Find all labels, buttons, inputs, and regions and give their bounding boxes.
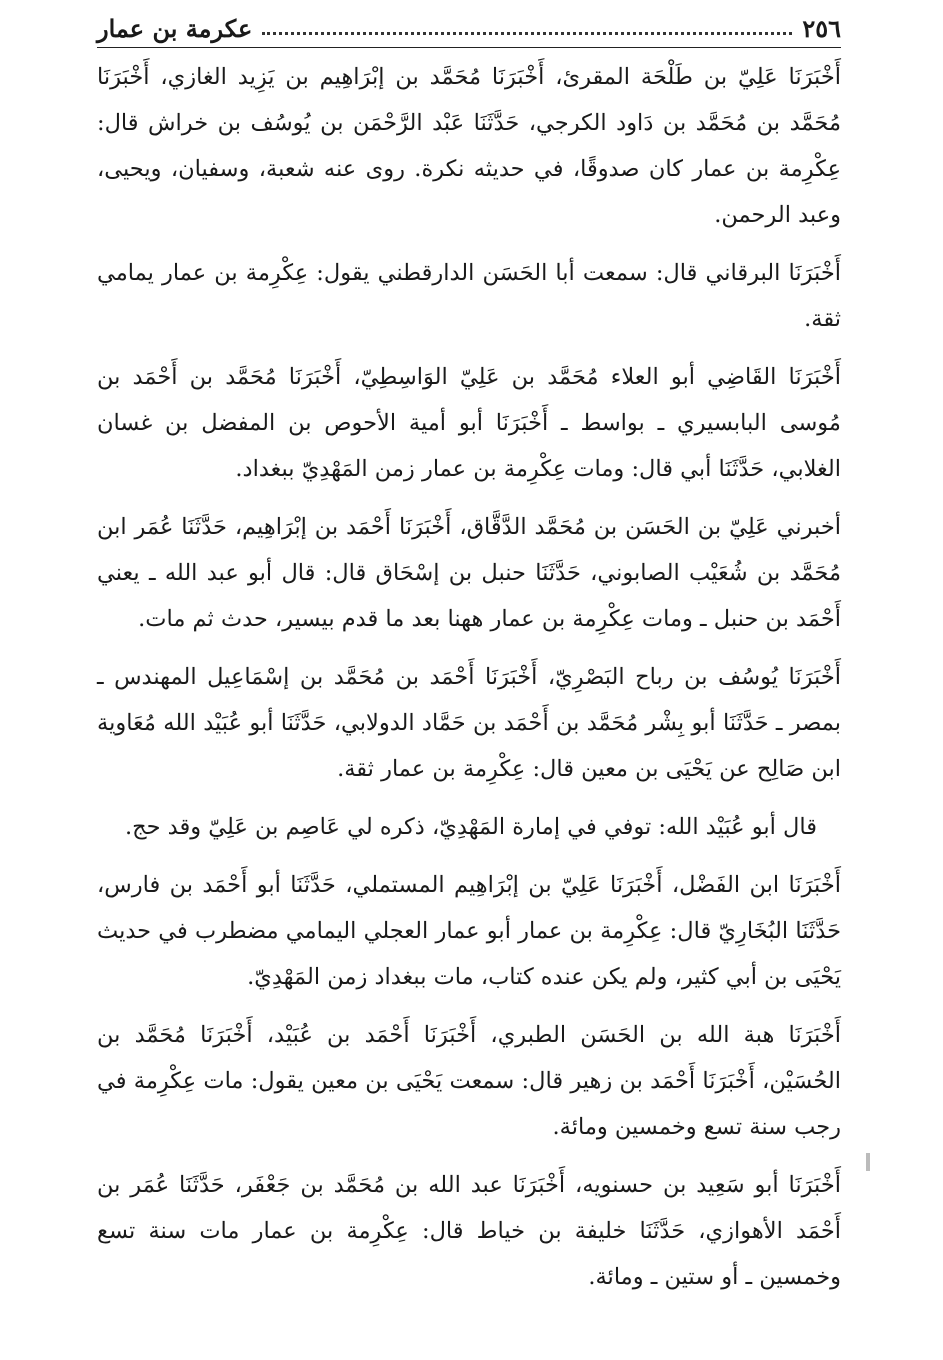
- paragraph: أخبرني عَلِيّ بن الحَسَن بن مُحَمَّد الدَّقَّاق، أَخْبَرَنَا أَحْمَد بن إبْرَاهِيم، حَدَّثَنَا عُمَر ابن مُحَمَّد بن شُعَيْب الصابوني، حَدَّثَنَا حنبل بن إسْحَاق قال: قال أبو عبد الله ـ يعني أَحْمَد بن حنبل ـ ومات عِكْرِمة بن عمار ههنا بعد ما قدم بيسير، حدث ثم مات.: [97, 514, 841, 632]
- page-body: [97, 54, 841, 1312]
- paragraph: أَخْبَرَنَا يُوسُف بن رباح البَصْرِيّ، أَخْبَرَنَا أَحْمَد بن مُحَمَّد بن إسْمَاعِيل المهندس ـ بمصر ـ حَدَّثَنَا أبو بِشْر مُحَمَّد بن أَحْمَد بن حَمَّاد الدولابي، حَدَّثَنَا أبو عُبَيْد الله مُعَاوية ابن صَالِح عن يَحْيَى بن معين قال: عِكْرِمة بن عمار ثقة.: [97, 664, 841, 782]
- running-title: عكرمة بن عمار: [97, 14, 253, 43]
- scan-margin-mark: [866, 1153, 870, 1171]
- paragraph: أَخْبَرَنَا ابن الفَضْل، أَخْبَرَنَا عَلِيّ بن إبْرَاهِيم المستملي، حَدَّثَنَا أبو أَحْمَد بن فارس، حَدَّثَنَا البُخَارِيّ قال: عِكْرِمة بن عمار أبو عمار العجلي اليمامي مضطرب في حديث يَحْيَى بن أبي كثير، ولم يكن عنده كتاب، مات ببغداد زمن المَهْدِيّ.: [97, 872, 841, 990]
- paragraph: أَخْبَرَنَا هبة الله بن الحَسَن الطبري، أَخْبَرَنَا أَحْمَد بن عُبَيْد، أَخْبَرَنَا مُحَمَّد بن الحُسَيْن، أَخْبَرَنَا أَحْمَد بن زهير قال: سمعت يَحْيَى بن معين يقول: مات عِكْرِمة في رجب سنة تسع وخمسين ومائة.: [97, 1022, 841, 1140]
- paragraph: أَخْبَرَنَا أبو سَعِيد بن حسنويه، أَخْبَرَنَا عبد الله بن مُحَمَّد بن جَعْفَر، حَدَّثَنَا عُمَر بن أَحْمَد الأهوازي، حَدَّثَنَا خليفة بن خياط قال: عِكْرِمة بن عمار مات سنة تسع وخمسين ـ أو ستين ـ ومائة.: [97, 1172, 841, 1290]
- paragraph: قال أبو عُبَيْد الله: توفي في إمارة المَهْدِيّ، ذكره لي عَاصِم بن عَلِيّ وقد حج.: [124, 814, 817, 840]
- header-leader-dots: [262, 32, 792, 35]
- paragraph: أَخْبَرَنَا عَلِيّ بن طَلْحَة المقرئ، أَخْبَرَنَا مُحَمَّد بن إبْرَاهِيم بن يَزِيد الغازي، أَخْبَرَنَا مُحَمَّد بن مُحَمَّد بن دَاود الكرجي، حَدَّثَنَا عَبْد الرَّحْمَن بن يُوسُف بن خراش قال: عِكْرِمة بن عمار كان صدوقًا، في حديثه نكرة. روى عنه شعبة، وسفيان، ويحيى، وعبد الرحمن.: [97, 64, 841, 228]
- page-number: ٢٥٦: [802, 14, 841, 43]
- page-header: [97, 8, 841, 48]
- paragraph: أَخْبَرَنَا القَاضِي أبو العلاء مُحَمَّد بن عَلِيّ الوَاسِطِيّ، أَخْبَرَنَا مُحَمَّد بن أَحْمَد بن مُوسى البابسيري ـ بواسط ـ أَخْبَرَنَا أبو أمية الأحوص بن المفضل بن غسان الغلابي، حَدَّثَنَا أبي قال: ومات عِكْرِمة بن عمار زمن المَهْدِيّ ببغداد.: [97, 364, 841, 482]
- paragraph: أَخْبَرَنَا البرقاني قال: سمعت أبا الحَسَن الدارقطني يقول: عِكْرِمة بن عمار يمامي ثقة.: [97, 260, 841, 332]
